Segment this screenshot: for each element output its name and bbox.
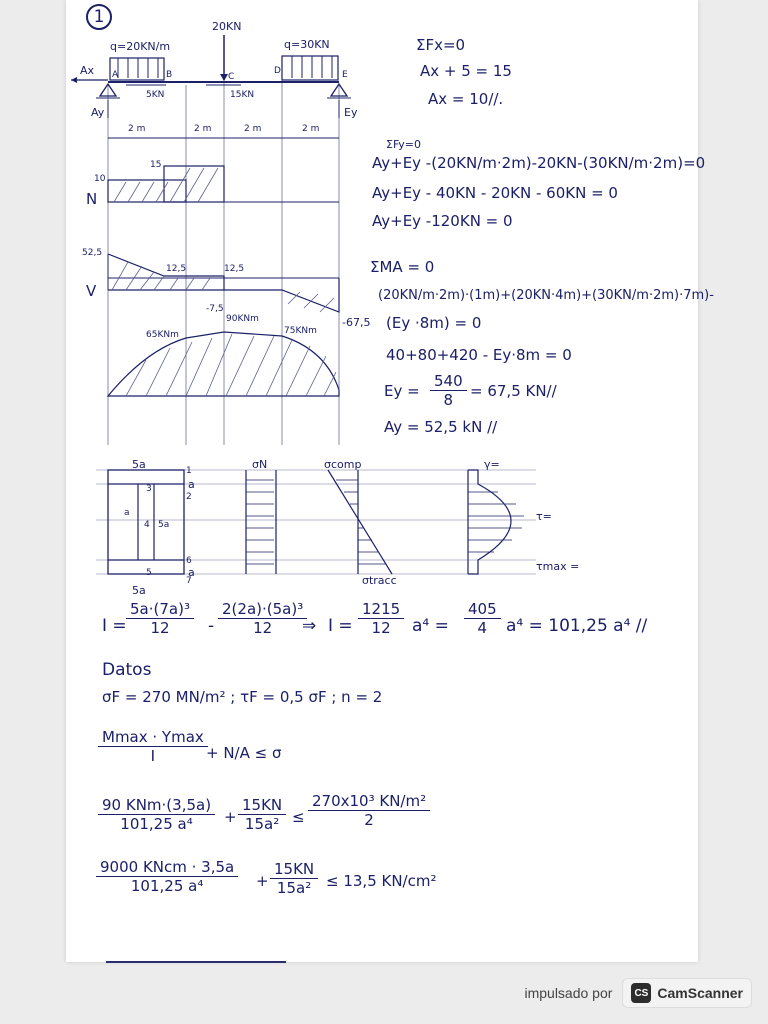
inertia-minus: - (208, 616, 215, 636)
step1-term1: 90 KNm·(3,5a) 101,25 a⁴ (98, 796, 215, 833)
criterion-rest: + N/A ≤ σ (206, 744, 282, 762)
scanned-page (66, 0, 714, 962)
step1-le: ≤ (292, 808, 305, 826)
section-web-5a: 5a (158, 520, 170, 530)
inertia-final: a⁴ = 101,25 a⁴ // (506, 616, 648, 636)
point-d-label: D (274, 66, 281, 76)
m-value-90: 90KNm (226, 314, 259, 324)
inertia-lhs2: I = (328, 616, 353, 636)
footer (524, 978, 752, 1008)
section-width-bottom: 5a (132, 584, 146, 597)
section-side-a-top: a (188, 478, 195, 491)
camscanner-badge[interactable] (622, 978, 752, 1008)
step2-term1: 9000 KNcm · 3,5a 101,25 a⁴ (96, 858, 238, 895)
step2-term2: 15KN 15a² (270, 860, 318, 897)
ma-eq-2: (Ey ·8m) = 0 (386, 314, 482, 332)
criterion-fraction: Mmax · Ymax I (98, 728, 208, 765)
ey-fraction: 540 8 (430, 372, 467, 409)
span-4: 2 m (302, 124, 320, 134)
m-value-75: 75KNm (284, 326, 317, 336)
inertia-r2: 405 4 (464, 600, 501, 637)
sum-fy: ΣFy=0 (386, 138, 421, 151)
ax-equation: Ax + 5 = 15 (420, 62, 512, 80)
step1-plus: + (224, 808, 237, 826)
sum-ma: ΣMA = 0 (370, 258, 435, 276)
ay-result: Ay = 52,5 kN // (384, 418, 498, 436)
inertia-lhs: I = (102, 616, 127, 636)
n-value-10: 10 (94, 174, 106, 184)
v-value-12-5-b: 12,5 (224, 264, 245, 274)
ma-eq-1: (20KN/m·2m)·(1m)+(20KN·4m)+(30KN/m·2m)·7m)- (378, 288, 714, 303)
section-pt-1: 1 (186, 466, 192, 476)
fy-eq-3: Ay+Ey -120KN = 0 (372, 212, 513, 230)
dist-load-right-label: q=30KN (284, 38, 330, 51)
sigma-comp-label: σcomp (324, 458, 362, 471)
point-load-label: 20KN (212, 20, 242, 33)
point-c-label: C (228, 72, 235, 82)
section-width-top: 5a (132, 458, 146, 471)
n-diagram-label: N (86, 190, 98, 208)
span-1: 2 m (128, 124, 146, 134)
camscanner-brand: CamScanner (657, 985, 743, 1001)
section-pt-5: 5 (146, 568, 152, 578)
ax-result: Ax = 10//. (428, 90, 504, 108)
powered-by-text: impulsado por (524, 985, 613, 1001)
ey-label: Ey (344, 106, 358, 119)
sigma-trac-label: σtracc (362, 574, 397, 587)
problem-number: 1 (86, 4, 112, 30)
span-2: 2 m (194, 124, 212, 134)
tau-max-label: τmax = (536, 560, 580, 573)
dist-load-left-label: q=20KN/m (110, 40, 171, 53)
load-5kn-label: 5KN (146, 90, 165, 100)
v-value-m7-5: -7,5 (206, 304, 224, 314)
camscanner-logo-icon: CS (631, 983, 651, 1003)
step2-plus: + (256, 872, 269, 890)
section-side-a-bot: a (188, 566, 195, 579)
m-value-65: 65KNm (146, 330, 179, 340)
inertia-term1: 5a·(7a)³ 12 (126, 600, 194, 637)
sigma-n-label: σN (252, 458, 268, 471)
datos-line: σF = 270 MN/m² ; τF = 0,5 σF ; n = 2 (102, 688, 383, 706)
section-pt-2: 2 (186, 492, 192, 502)
inertia-r1: 1215 12 (358, 600, 404, 637)
tau-label: τ= (536, 510, 552, 523)
step1-term2: 15KN 15a² (238, 796, 286, 833)
ay-label: Ay (91, 106, 105, 119)
v-value-52-5: 52,5 (82, 248, 103, 258)
step1-term3: 270x10³ KN/m² 2 (308, 792, 430, 829)
ey-result-rhs: = 67,5 KN// (470, 382, 557, 400)
ma-eq-3: 40+80+420 - Ey·8m = 0 (386, 346, 572, 364)
sum-fx: ΣFx=0 (416, 36, 466, 54)
span-3: 2 m (244, 124, 262, 134)
ax-label: Ax (80, 64, 95, 77)
section-web-a: a (124, 508, 130, 518)
point-b-label: B (166, 70, 173, 80)
inertia-a4a: a⁴ = (412, 616, 449, 636)
section-web-4: 4 (144, 520, 150, 530)
inertia-arrow: ⇒ (302, 616, 317, 636)
beam-diagram (66, 0, 366, 460)
load-15kn-label: 15KN (230, 90, 255, 100)
fy-eq-2: Ay+Ey - 40KN - 20KN - 60KN = 0 (372, 184, 618, 202)
section-pt-6: 6 (186, 556, 192, 566)
inertia-term2: 2(2a)·(5a)³ 12 (218, 600, 307, 637)
v-value-12-5-a: 12,5 (166, 264, 187, 274)
ey-result-lhs: Ey = (384, 382, 420, 400)
scan-edge (106, 961, 286, 963)
section-pt-7: 7 (186, 576, 192, 586)
step2-rhs: ≤ 13,5 KN/cm² (326, 872, 437, 890)
fy-eq-1: Ay+Ey -(20KN/m·2m)-20KN-(30KN/m·2m)=0 (372, 154, 706, 172)
datos-title: Datos (102, 660, 152, 680)
point-e-label: E (342, 70, 348, 80)
n-value-15: 15 (150, 160, 162, 170)
point-a-label: A (112, 70, 119, 80)
v-value-m67-5: -67,5 (342, 316, 371, 329)
gamma-label: γ= (484, 458, 500, 471)
section-pt-3: 3 (146, 484, 152, 494)
v-diagram-label: V (86, 282, 97, 300)
